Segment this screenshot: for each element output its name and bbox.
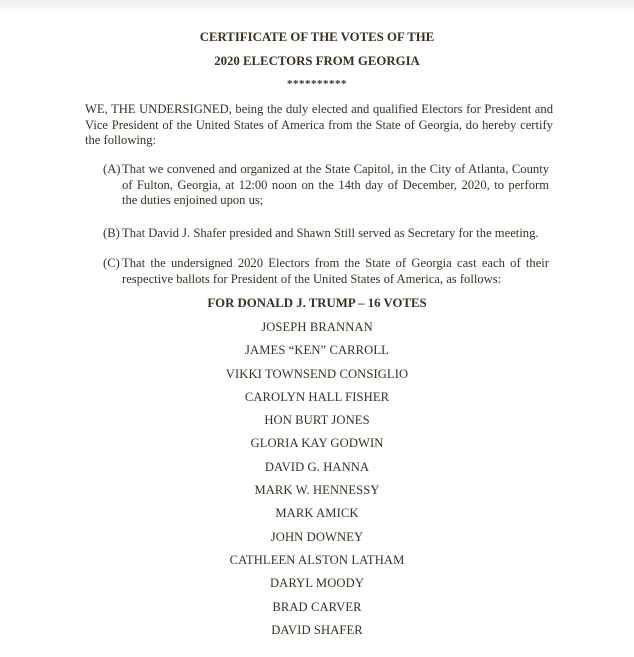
elector-name: JAMES “KEN” CARROLL: [245, 343, 389, 358]
item-c-text: That the undersigned 2020 Electors from the State of Georgia cast each of their respective ballots for President of the United States of America, as follows:: [122, 256, 549, 286]
elector-name: GLORIA KAY GODWIN: [250, 436, 384, 451]
elector-name: MARK AMICK: [275, 506, 359, 521]
elector-name: BRAD CARVER: [272, 599, 362, 614]
item-b-text: That David J. Shafer presided and Shawn Still served as Secretary for the meeting.: [122, 226, 539, 240]
item-b-label: (B): [103, 226, 120, 240]
item-c-label: (C): [103, 256, 120, 270]
item-c: [103, 256, 549, 287]
title-line-1: CERTIFICATE OF THE VOTES OF THE: [199, 30, 435, 44]
elector-name: DAVID G. HANNA: [264, 459, 370, 474]
elector-name: CAROLYN HALL FISHER: [244, 389, 390, 404]
elector-name: DARYL MOODY: [269, 576, 365, 591]
elector-name: VIKKI TOWNSEND CONSIGLIO: [225, 366, 409, 381]
item-b: [103, 226, 549, 242]
elector-name: JOSEPH BRANNAN: [261, 320, 373, 334]
elector-name: MARK W. HENNESSY: [254, 483, 380, 498]
intro-paragraph: WE, THE UNDERSIGNED, being the duly elected and qualified Electors for President and Vice President of the United States of America from the State of Georgia, do hereby certify the following:: [85, 102, 553, 147]
item-a: [103, 162, 549, 209]
electors-list: [0, 320, 634, 646]
elector-name: HON BURT JONES: [264, 413, 370, 428]
elector-name: CATHLEEN ALSTON LATHAM: [229, 552, 405, 567]
votes-heading: FOR DONALD J. TRUMP – 16 VOTES: [207, 296, 427, 310]
elector-name: DAVID SHAFER: [271, 622, 363, 637]
item-a-label: (A): [103, 162, 121, 176]
elector-name: JOHN DOWNEY: [270, 529, 364, 544]
item-a-text: That we convened and organized at the State Capitol, in the City of Atlanta, County of Fulton, Georgia, at 12:00 noon on the 14th day of December, 2020, to perform the duties enjoined upon us;: [122, 162, 549, 207]
title-line-2: 2020 ELECTORS FROM GEORGIA: [214, 54, 420, 68]
title-separator: **********: [287, 78, 347, 90]
